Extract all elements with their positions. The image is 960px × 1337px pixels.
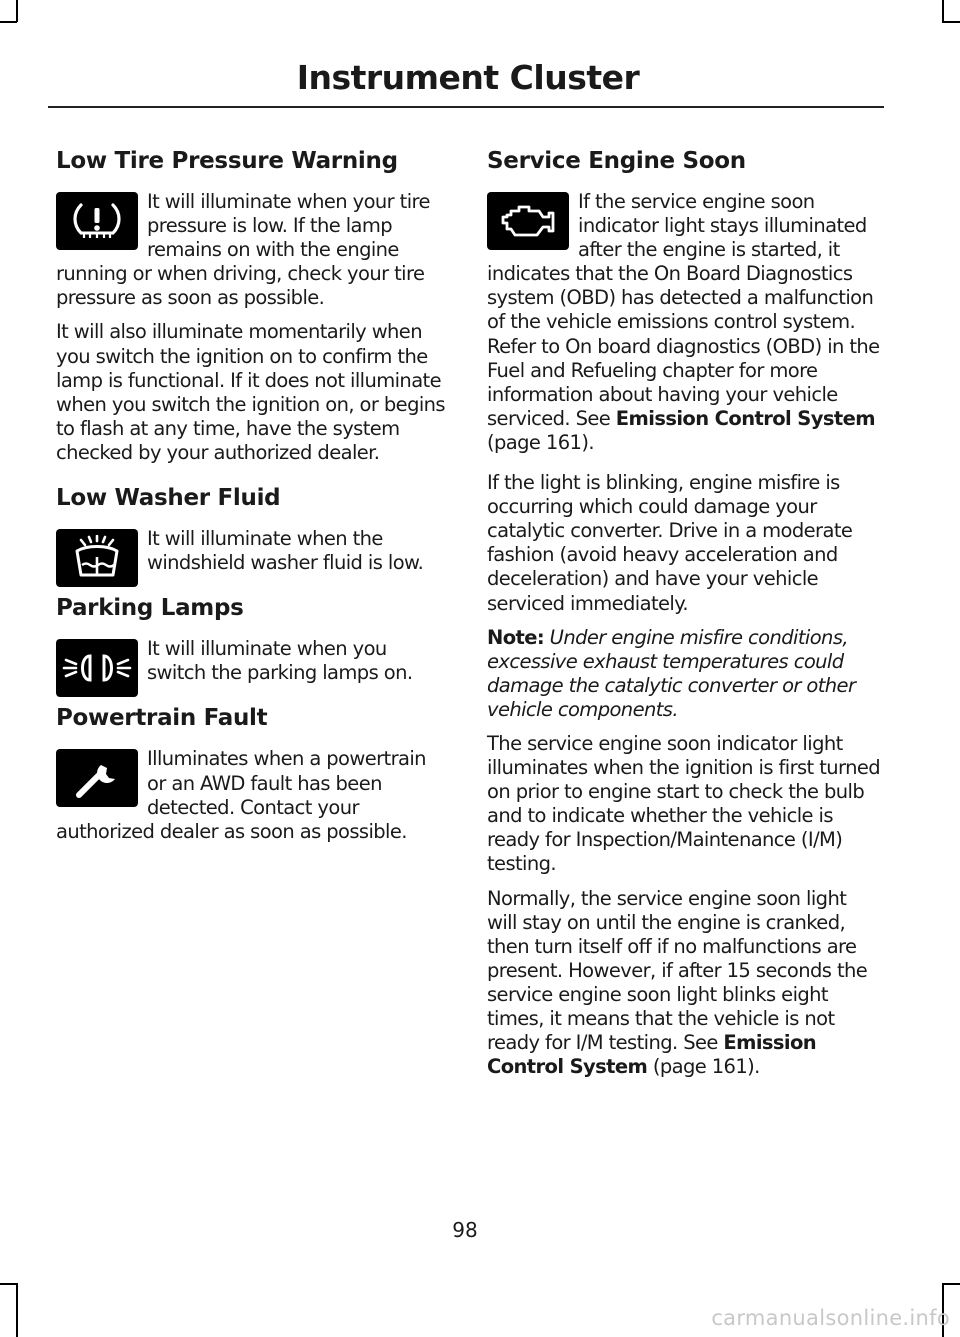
section-service-engine-soon (487, 146, 881, 1079)
section-paragraph: It will illuminate when your tire pressure is low. If the lamp remains on with the engine running or when driving, check your tire pressure as soon as possible. (56, 190, 430, 310)
right-column (487, 146, 881, 1097)
tire-pressure-warning-icon (56, 192, 138, 250)
washer-fluid-icon (56, 529, 138, 587)
section-heading: Service Engine Soon (487, 148, 746, 174)
cross-reference-link[interactable]: Emission Control System (487, 1031, 817, 1079)
wrench-icon (56, 749, 138, 807)
check-engine-icon (487, 192, 569, 250)
section-low-washer-fluid (56, 483, 448, 575)
cross-reference-link[interactable]: Emission Control System (615, 406, 875, 430)
section-low-tire-pressure (56, 146, 448, 465)
note-text: Under engine misfire conditions, excessive exhaust temperatures could damage the catalytic converter or other vehicle components. (487, 625, 856, 721)
crop-mark (16, 0, 18, 22)
section-heading: Powertrain Fault (56, 705, 268, 732)
section-heading: Low Tire Pressure Warning (56, 148, 398, 174)
note-paragraph (487, 626, 881, 722)
crop-mark (942, 1283, 960, 1285)
paragraph-indicator: The service engine soon indicator light illuminates when the ignition is first turned on prior to engine start to check the bulb and to indicate whether the vehicle is ready for Inspection/Maintenance (I/M) testing. (487, 731, 881, 876)
section-heading: Parking Lamps (56, 595, 244, 622)
section-paragraph: It will illuminate when you switch the parking lamps on. (147, 637, 413, 685)
crop-mark (942, 21, 960, 23)
paragraph-blinking: If the light is blinking, engine misfire is occurring which could damage your catalytic converter. Drive in a moderate fashion (avoid heavy acceleration and deceleration) and have your vehicle serviced immediately. (487, 471, 853, 615)
crop-mark (0, 21, 17, 23)
section-paragraph: It will illuminate when the windshield washer fluid is low. (147, 527, 424, 575)
crop-mark (16, 1283, 18, 1337)
section-powertrain-fault (56, 703, 448, 843)
section-paragraph: It will also illuminate momentarily when you switch the ignition on to confirm the lamp is functional. If it does not illuminate when you switch the ignition on, or begins to flash at any time, have the system checked by your authorized dealer. (56, 320, 445, 464)
paragraph-normally: Normally, the service engine soon light will stay on until the engine is cranked, then turn itself off if no malfunctions are present. However, if after 15 seconds the service engine soon light blinks eight times, it means that the vehicle is not ready for I/M testing. See Emission Control System (page 161). (487, 886, 868, 1079)
crop-mark (942, 0, 944, 22)
note-label: Note: (487, 625, 545, 649)
paragraph-obd: If the service engine soon indicator light stays illuminated after the engine is started, it indicates that the On Board Diagnostics system (OBD) has detected a malfunction of the vehicle emissions control system. Refer to On board diagnostics (OBD) in the Fuel and Refueling chapter for more information about having your vehicle serviced. See Emission Control System (page 161). (487, 190, 880, 454)
section-paragraph: Illuminates when a powertrain or an AWD fault has been detected. Contact your authorized dealer as soon as possible. (56, 747, 426, 843)
section-parking-lamps (56, 593, 448, 685)
page-number: 98 (452, 1218, 478, 1242)
page-title: Instrument Cluster (296, 58, 640, 97)
section-heading: Low Washer Fluid (56, 485, 281, 512)
watermark: carmanualsonline.info (711, 1306, 950, 1330)
header-divider (48, 106, 884, 108)
parking-lamps-icon (56, 639, 138, 697)
left-column (56, 146, 448, 862)
crop-mark (0, 1283, 17, 1285)
